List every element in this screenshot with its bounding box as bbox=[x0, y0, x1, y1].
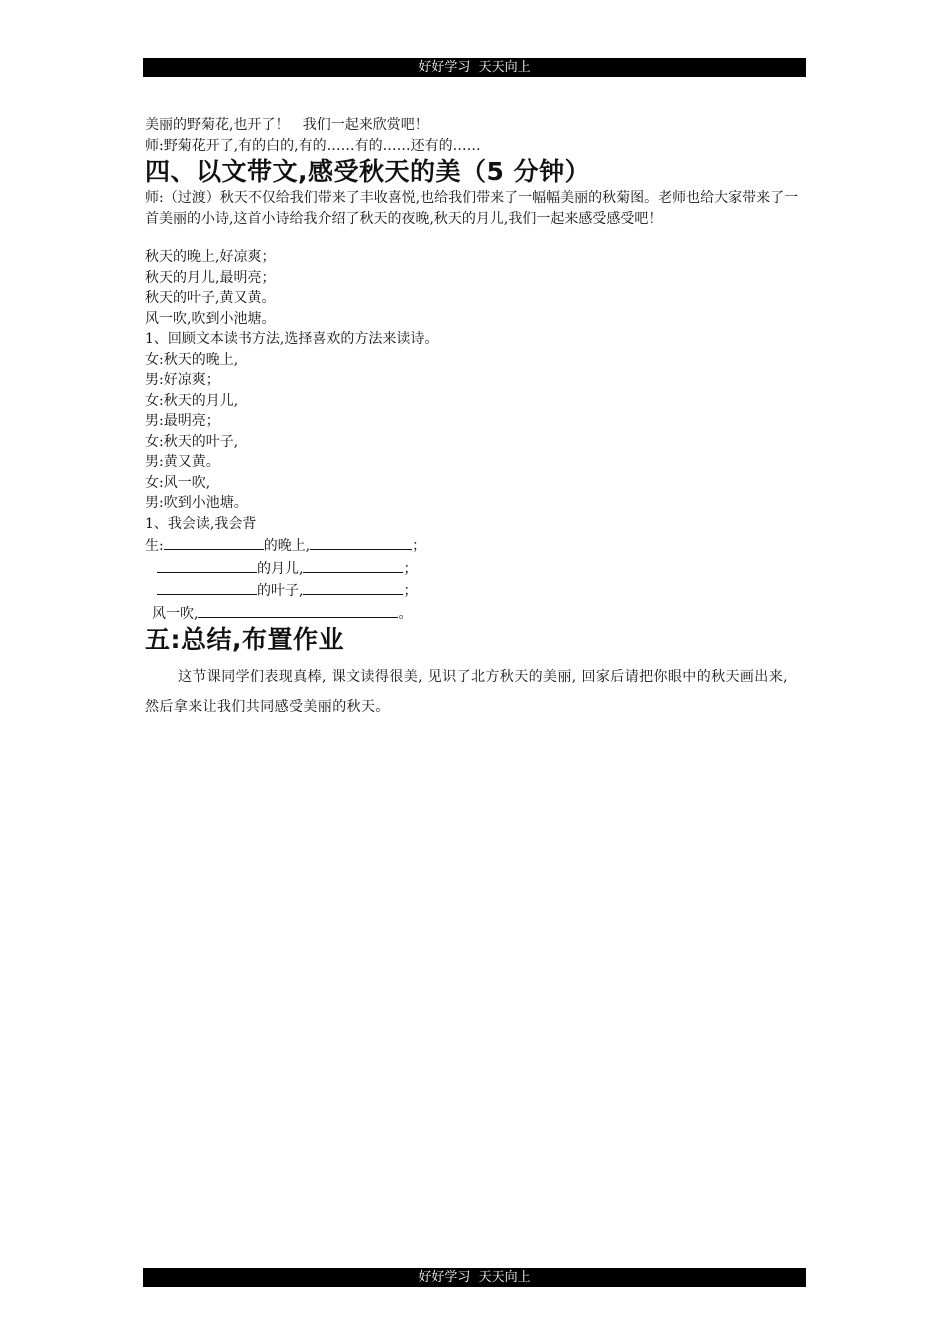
fill-end: 。 bbox=[398, 605, 413, 622]
section4-heading: 四、以文带文,感受秋天的美（5 分钟） bbox=[145, 157, 591, 186]
step2-title: 1、我会读,我会背 bbox=[145, 515, 257, 532]
fill-prefix: 生: bbox=[145, 538, 164, 554]
poem-line-4: 风一吹,吹到小池塘。 bbox=[145, 310, 276, 327]
dialogue-line-5: 女:秋天的叶子, bbox=[145, 433, 239, 450]
fill-blank bbox=[303, 579, 403, 595]
dialogue-line-7: 女:风一吹, bbox=[145, 474, 211, 491]
fill-text: 的月儿, bbox=[257, 560, 304, 577]
fill-end: ； bbox=[412, 538, 427, 554]
spacer bbox=[145, 230, 807, 247]
fill-end: ； bbox=[403, 560, 418, 577]
poem-line-3: 秋天的叶子,黄又黄。 bbox=[145, 290, 276, 306]
fill-blank bbox=[310, 534, 412, 550]
fill-prefix: 风一吹, bbox=[152, 605, 199, 622]
fill-row-3 bbox=[145, 579, 807, 602]
dialogue-line-8: 男:吹到小池塘。 bbox=[145, 495, 248, 511]
section4-paragraph: 师:（过渡）秋天不仅给我们带来了丰收喜悦,也给我们带来了一幅幅美丽的秋菊图。老师也给大家带来了一首美丽的小诗,这首小诗给我介绍了秋天的夜晚,秋天的月儿,我们一起来感受感受吧！ bbox=[145, 190, 799, 227]
section5-paragraph: 这节课同学们表现真棒, 课文读得很美, 见识了北方秋天的美丽, 回家后请把你眼中的秋天画出来, 然后拿来让我们共同感受美丽的秋天。 bbox=[145, 669, 788, 715]
poem-line-2: 秋天的月儿,最明亮； bbox=[145, 269, 276, 286]
dialogue-line-2: 男:好凉爽； bbox=[145, 372, 220, 388]
dialogue-line-1: 女:秋天的晚上, bbox=[145, 351, 239, 368]
fill-blank bbox=[303, 557, 403, 573]
header-banner: 好好学习 天天向上 bbox=[143, 58, 806, 77]
fill-blank bbox=[198, 602, 398, 618]
fill-text: 的叶子, bbox=[257, 583, 304, 599]
fill-row-1 bbox=[145, 534, 807, 557]
dialogue-line-6: 男:黄又黄。 bbox=[145, 454, 220, 470]
fill-blank bbox=[164, 534, 264, 550]
poem-line-1: 秋天的晚上,好凉爽； bbox=[145, 249, 276, 265]
footer-banner: 好好学习 天天向上 bbox=[143, 1268, 806, 1287]
dialogue-line-3: 女:秋天的月儿, bbox=[145, 392, 239, 409]
fill-row-4 bbox=[145, 602, 807, 625]
section5-heading: 五:总结,布置作业 bbox=[145, 625, 344, 654]
intro-line-2: 师:野菊花开了,有的白的,有的……有的……还有的…… bbox=[145, 137, 481, 154]
step1-title: 1、回顾文本读书方法,选择喜欢的方法来读诗。 bbox=[145, 331, 439, 347]
intro-line-1: 美丽的野菊花,也开了！ 我们一起来欣赏吧！ bbox=[145, 117, 429, 133]
fill-end: ； bbox=[403, 583, 418, 599]
document-body bbox=[145, 115, 807, 722]
fill-row-2 bbox=[145, 557, 807, 580]
fill-blank bbox=[157, 579, 257, 595]
fill-blank bbox=[157, 557, 257, 573]
dialogue-line-4: 男:最明亮； bbox=[145, 413, 220, 429]
fill-text: 的晚上, bbox=[263, 538, 311, 554]
